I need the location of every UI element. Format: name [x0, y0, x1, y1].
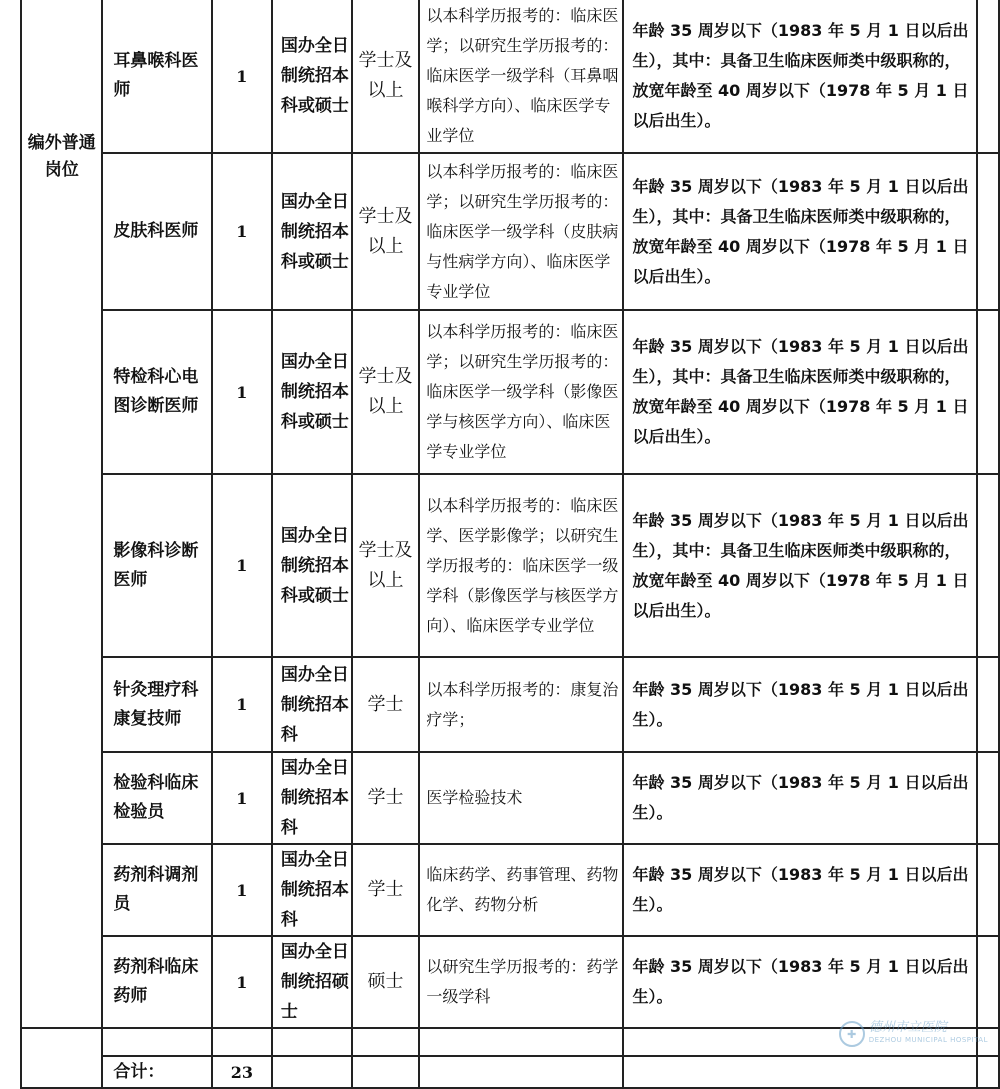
position-name: 耳鼻喉科医师 — [102, 0, 211, 153]
requirement: 年龄 35 周岁以下（1983 年 5 月 1 日以后出生），其中：具备卫生临床医师类中级职称的，放宽年龄至 40 周岁以下（1978 年 5 月 1 日以后出生）。 — [623, 0, 977, 153]
watermark-en: DEZHOU MUNICIPAL HOSPITAL — [868, 1036, 988, 1044]
degree: 学士及以上 — [352, 0, 420, 153]
extra-cell — [977, 310, 999, 474]
extra-cell — [977, 844, 999, 936]
table-row — [21, 153, 999, 310]
position-name: 针灸理疗科康复技师 — [102, 657, 211, 752]
major: 以本科学历报考的：临床医学；以研究生学历报考的：临床医学一级学科（耳鼻咽喉科学方向）、临床医学专业学位 — [419, 0, 623, 153]
position-count: 1 — [212, 844, 272, 936]
extra-cell — [977, 153, 999, 310]
education-mode: 国办全日制统招本科 — [272, 844, 352, 936]
position-name: 检验科临床检验员 — [102, 752, 211, 844]
empty-cell — [102, 1028, 211, 1056]
extra-cell — [977, 0, 999, 153]
degree: 学士 — [352, 752, 420, 844]
hospital-logo-icon: ✚ — [839, 1021, 865, 1047]
table-row — [21, 936, 999, 1028]
major: 临床药学、药事管理、药物化学、药物分析 — [419, 844, 623, 936]
empty-cell — [419, 1028, 623, 1056]
major: 以本科学历报考的：临床医学；以研究生学历报考的：临床医学一级学科（影像医学与核医学方向）、临床医学专业学位 — [419, 310, 623, 474]
empty-cell — [21, 1028, 102, 1088]
empty-cell — [352, 1056, 420, 1088]
extra-cell — [977, 752, 999, 844]
position-name: 特检科心电图诊断医师 — [102, 310, 211, 474]
empty-cell — [977, 1056, 999, 1088]
category-cell — [21, 0, 102, 1028]
requirement: 年龄 35 周岁以下（1983 年 5 月 1 日以后出生），其中：具备卫生临床医师类中级职称的，放宽年龄至 40 周岁以下（1978 年 5 月 1 日以后出生）。 — [623, 474, 977, 657]
category-label: 编外普通岗位 — [27, 133, 96, 180]
requirement: 年龄 35 周岁以下（1983 年 5 月 1 日以后出生），其中：具备卫生临床医师类中级职称的，放宽年龄至 40 周岁以下（1978 年 5 月 1 日以后出生）。 — [623, 310, 977, 474]
empty-cell — [623, 1056, 977, 1088]
extra-cell — [977, 936, 999, 1028]
requirement: 年龄 35 周岁以下（1983 年 5 月 1 日以后出生）。 — [623, 752, 977, 844]
requirement: 年龄 35 周岁以下（1983 年 5 月 1 日以后出生）。 — [623, 844, 977, 936]
requirement: 年龄 35 周岁以下（1983 年 5 月 1 日以后出生），其中：具备卫生临床医师类中级职称的，放宽年龄至 40 周岁以下（1978 年 5 月 1 日以后出生）。 — [623, 153, 977, 310]
education-mode: 国办全日制统招本科或硕士 — [272, 474, 352, 657]
empty-cell — [352, 1028, 420, 1056]
position-name: 影像科诊断医师 — [102, 474, 211, 657]
degree: 学士 — [352, 657, 420, 752]
position-count: 1 — [212, 657, 272, 752]
education-mode: 国办全日制统招硕士 — [272, 936, 352, 1028]
position-count: 1 — [212, 0, 272, 153]
position-count: 1 — [212, 310, 272, 474]
position-count: 1 — [212, 752, 272, 844]
recruitment-table — [20, 0, 1000, 1089]
extra-cell — [977, 657, 999, 752]
degree: 学士及以上 — [352, 474, 420, 657]
empty-cell — [419, 1056, 623, 1088]
major: 以本科学历报考的：康复治疗学； — [419, 657, 623, 752]
table-row — [21, 474, 999, 657]
requirement: 年龄 35 周岁以下（1983 年 5 月 1 日以后出生）。 — [623, 657, 977, 752]
degree: 学士及以上 — [352, 310, 420, 474]
major: 以本科学历报考的：临床医学；以研究生学历报考的：临床医学一级学科（皮肤病与性病学方向）、临床医学专业学位 — [419, 153, 623, 310]
degree: 硕士 — [352, 936, 420, 1028]
degree: 学士 — [352, 844, 420, 936]
watermark-cn: 德州市立医院 — [868, 1020, 947, 1035]
table-row — [21, 0, 999, 153]
major: 以研究生学历报考的：药学一级学科 — [419, 936, 623, 1028]
degree: 学士及以上 — [352, 153, 420, 310]
position-count: 1 — [212, 153, 272, 310]
position-count: 1 — [212, 474, 272, 657]
empty-cell — [272, 1056, 352, 1088]
total-row — [21, 1056, 999, 1088]
education-mode: 国办全日制统招本科 — [272, 657, 352, 752]
total-value: 23 — [212, 1056, 272, 1088]
education-mode: 国办全日制统招本科或硕士 — [272, 0, 352, 153]
education-mode: 国办全日制统招本科或硕士 — [272, 153, 352, 310]
empty-cell — [212, 1028, 272, 1056]
table-row — [21, 844, 999, 936]
education-mode: 国办全日制统招本科 — [272, 752, 352, 844]
position-name: 药剂科调剂员 — [102, 844, 211, 936]
extra-cell — [977, 474, 999, 657]
total-label: 合计： — [102, 1056, 211, 1088]
position-name: 药剂科临床药师 — [102, 936, 211, 1028]
table-row — [21, 310, 999, 474]
education-mode: 国办全日制统招本科或硕士 — [272, 310, 352, 474]
watermark-text — [869, 1022, 988, 1046]
requirement: 年龄 35 周岁以下（1983 年 5 月 1 日以后出生）。 — [623, 936, 977, 1028]
watermark — [839, 1021, 988, 1047]
position-name: 皮肤科医师 — [102, 153, 211, 310]
table-row — [21, 752, 999, 844]
table-row — [21, 657, 999, 752]
major: 以本科学历报考的：临床医学、医学影像学；以研究生学历报考的：临床医学一级学科（影像医学与核医学方向）、临床医学专业学位 — [419, 474, 623, 657]
position-count: 1 — [212, 936, 272, 1028]
empty-cell — [272, 1028, 352, 1056]
major: 医学检验技术 — [419, 752, 623, 844]
